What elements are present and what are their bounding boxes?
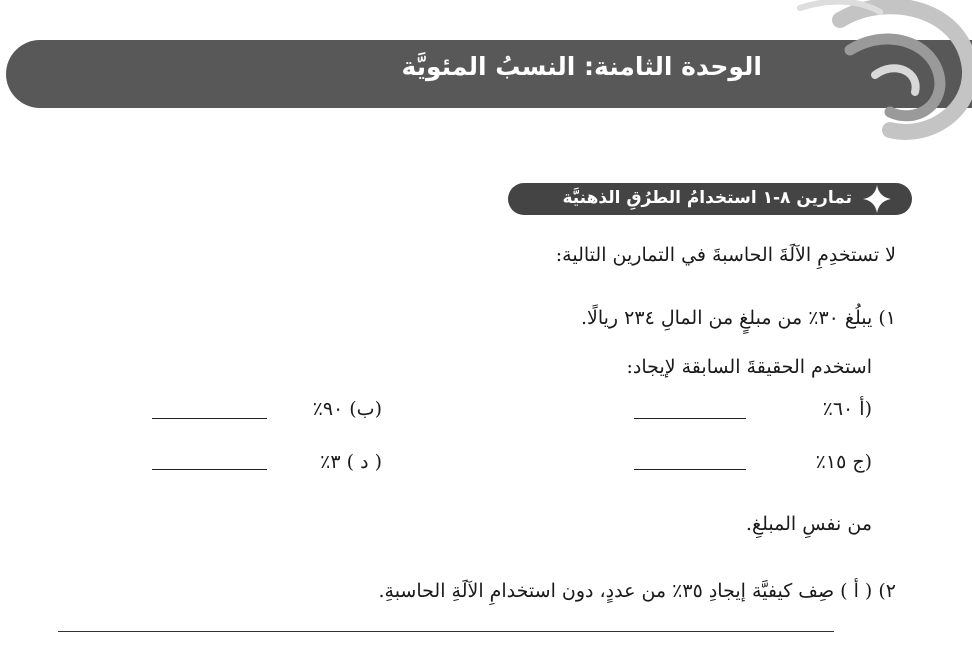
part-c-label: (ج ١٥٪	[815, 451, 872, 473]
question-1-instruction: استخدم الحقيقةَ السابقة لإيجاد:	[626, 356, 872, 378]
question-1-statement: ١) يبلُغ ٣٠٪ من مبلغٍ من المالِ ٢٣٤ ريالًا.	[580, 307, 896, 329]
instructions-text: لا تستخدِمِ الآلَةَ الحاسبةَ في التمارين التالية:	[555, 244, 896, 266]
answer-blank-b[interactable]	[152, 418, 267, 419]
answer-blank-c[interactable]	[634, 469, 746, 470]
unit-title: الوحدة الثامنة: النسبُ المئويَّة	[401, 52, 762, 81]
star-icon	[862, 184, 892, 214]
section-header	[508, 183, 912, 215]
closing-text: من نفسِ المبلغِ.	[745, 513, 872, 535]
swirl-decoration	[780, 0, 972, 140]
answer-blank-a[interactable]	[634, 418, 746, 419]
answer-line[interactable]	[58, 631, 834, 632]
question-2-statement: ٢) ( أ ) صِف كيفيَّة إيجادِ ٣٥٪ من عددٍ، دون استخدامِ الآلَةِ الحاسبةِ.	[378, 580, 896, 602]
part-d-label: ( د ) ٣٪	[320, 451, 382, 473]
part-a-label: (أ ٦٠٪	[822, 398, 872, 420]
answer-blank-d[interactable]	[152, 469, 267, 470]
section-title: تمارين ٨-١ استخدامُ الطرُقِ الذهنيَّة	[562, 188, 852, 208]
part-b-label: (ب) ٩٠٪	[312, 398, 382, 420]
